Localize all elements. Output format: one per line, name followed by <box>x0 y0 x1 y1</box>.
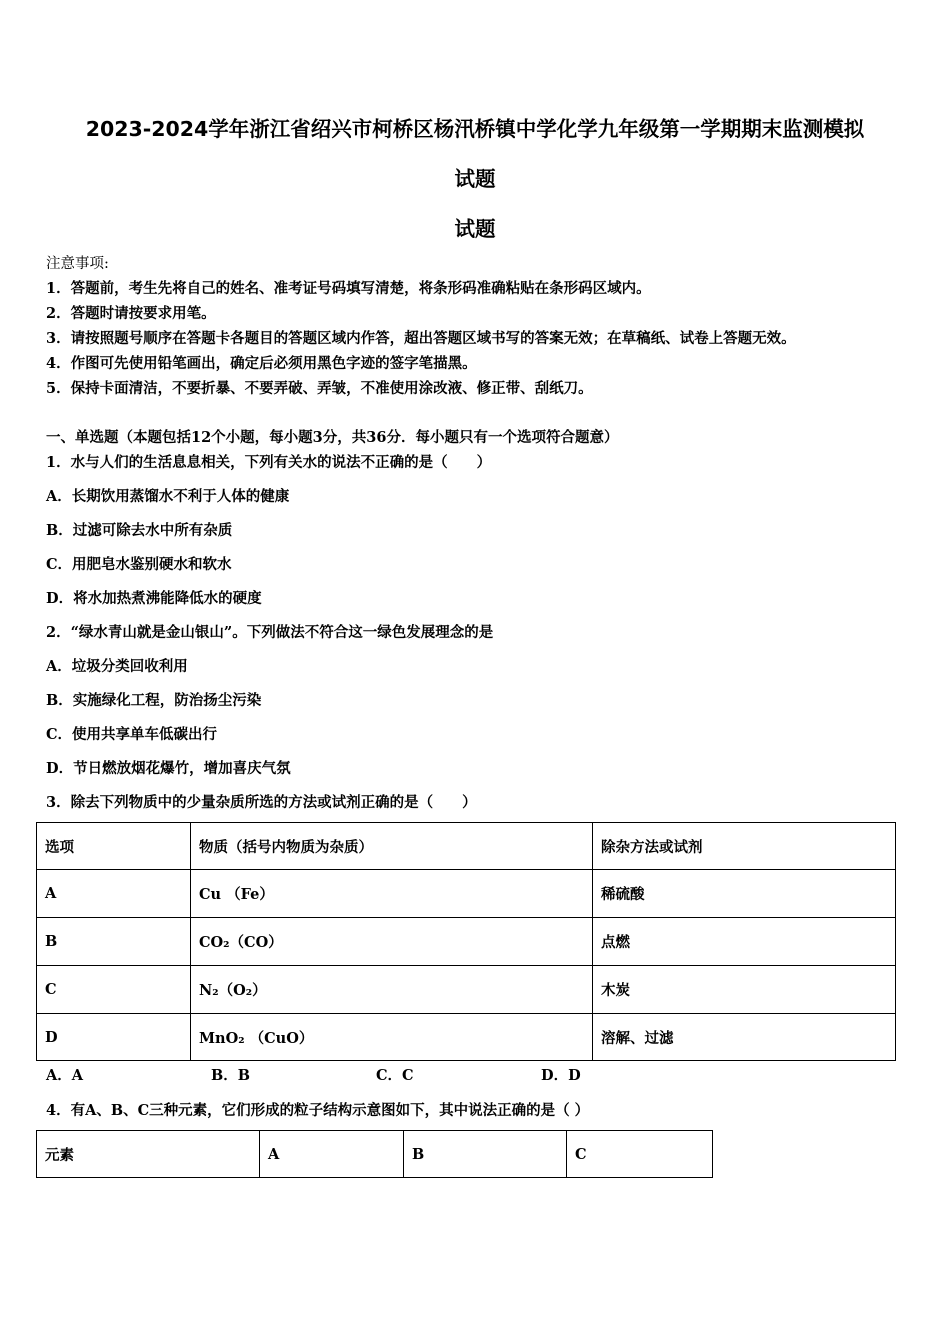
table-row <box>37 966 896 1014</box>
table-header-row <box>37 1131 713 1178</box>
note-item: 5．保持卡面清洁，不要折暴、不要弄破、弄皱，不准使用涂改液、修正带、刮纸刀。 <box>46 380 593 397</box>
table-header-cell: 物质（括号内物质为杂质） <box>191 823 593 870</box>
section-heading: 一、单选题（本题包括12个小题，每小题3分，共36分．每小题只有一个选项符合题意） <box>46 429 619 446</box>
table-cell: B <box>37 918 191 966</box>
table-header-cell: C <box>567 1131 713 1178</box>
table-cell: MnO₂ （CuO） <box>191 1014 593 1061</box>
table-cell: A <box>37 870 191 918</box>
table-header-row <box>37 823 896 870</box>
table-header-cell: A <box>260 1131 404 1178</box>
question-1-option-a: A．长期饮用蒸馏水不利于人体的健康 <box>46 488 290 505</box>
table-header-cell: 除杂方法或试剂 <box>593 823 896 870</box>
answer-option-a: A．A <box>46 1067 84 1084</box>
table-row <box>37 870 896 918</box>
note-item: 3．请按照题号顺序在答题卡各题目的答题区域内作答，超出答题区域书写的答案无效；在草稿纸、试卷上答题无效。 <box>46 330 796 347</box>
table-cell: C <box>37 966 191 1014</box>
question-2-option-a: A．垃圾分类回收利用 <box>46 658 188 675</box>
table-header-cell: 选项 <box>37 823 191 870</box>
table-cell: Cu （Fe） <box>191 870 593 918</box>
table-row <box>37 1014 896 1061</box>
note-item: 1．答题前，考生先将自己的姓名、准考证号码填写清楚，将条形码准确粘贴在条形码区域内。 <box>46 280 651 297</box>
notes-heading: 注意事项: <box>46 256 109 272</box>
note-item: 4．作图可先使用铅笔画出，确定后必须用黑色字迹的签字笔描黑。 <box>46 355 477 372</box>
question-3-answer-options <box>46 1064 706 1085</box>
table-header-cell: B <box>404 1131 567 1178</box>
question-1-option-b: B．过滤可除去水中所有杂质 <box>46 522 233 539</box>
question-1-stem: 1．水与人们的生活息息相关，下列有关水的说法不正确的是（ ） <box>46 454 492 471</box>
answer-option-c: C．C <box>376 1067 414 1084</box>
page-title-continued: 试题 <box>454 167 496 191</box>
question-4-table <box>36 1130 713 1178</box>
question-2-option-d: D．节日燃放烟花爆竹，增加喜庆气氛 <box>46 760 291 777</box>
table-cell: 点燃 <box>593 918 896 966</box>
question-2-stem: 2．“绿水青山就是金山银山”。下列做法不符合这一绿色发展理念的是 <box>46 624 494 641</box>
table-cell: CO₂（CO） <box>191 918 593 966</box>
question-1-option-c: C．用肥皂水鉴别硬水和软水 <box>46 556 232 573</box>
question-3-stem: 3．除去下列物质中的少量杂质所选的方法或试剂正确的是（ ） <box>46 794 477 811</box>
question-2-option-c: C．使用共享单车低碳出行 <box>46 726 218 743</box>
table-header-cell: 元素 <box>37 1131 260 1178</box>
question-1-option-d: D．将水加热煮沸能降低水的硬度 <box>46 590 262 607</box>
answer-option-d: D．D <box>541 1067 581 1084</box>
note-item: 2．答题时请按要求用笔。 <box>46 305 216 322</box>
table-row <box>37 918 896 966</box>
table-cell: N₂（O₂） <box>191 966 593 1014</box>
table-cell: 溶解、过滤 <box>593 1014 896 1061</box>
table-cell: 稀硫酸 <box>593 870 896 918</box>
question-2-option-b: B．实施绿化工程，防治扬尘污染 <box>46 692 262 709</box>
table-cell: D <box>37 1014 191 1061</box>
answer-option-b: B．B <box>211 1067 251 1084</box>
page-title: 2023-2024学年浙江省绍兴市柯桥区杨汛桥镇中学化学九年级第一学期期末监测模拟 <box>85 117 865 141</box>
question-3-table <box>36 822 896 1061</box>
question-4-stem: 4．有A、B、C三种元素，它们形成的粒子结构示意图如下，其中说法正确的是（ ） <box>46 1102 590 1119</box>
table-cell: 木炭 <box>593 966 896 1014</box>
page-subtitle: 试题 <box>454 217 496 241</box>
